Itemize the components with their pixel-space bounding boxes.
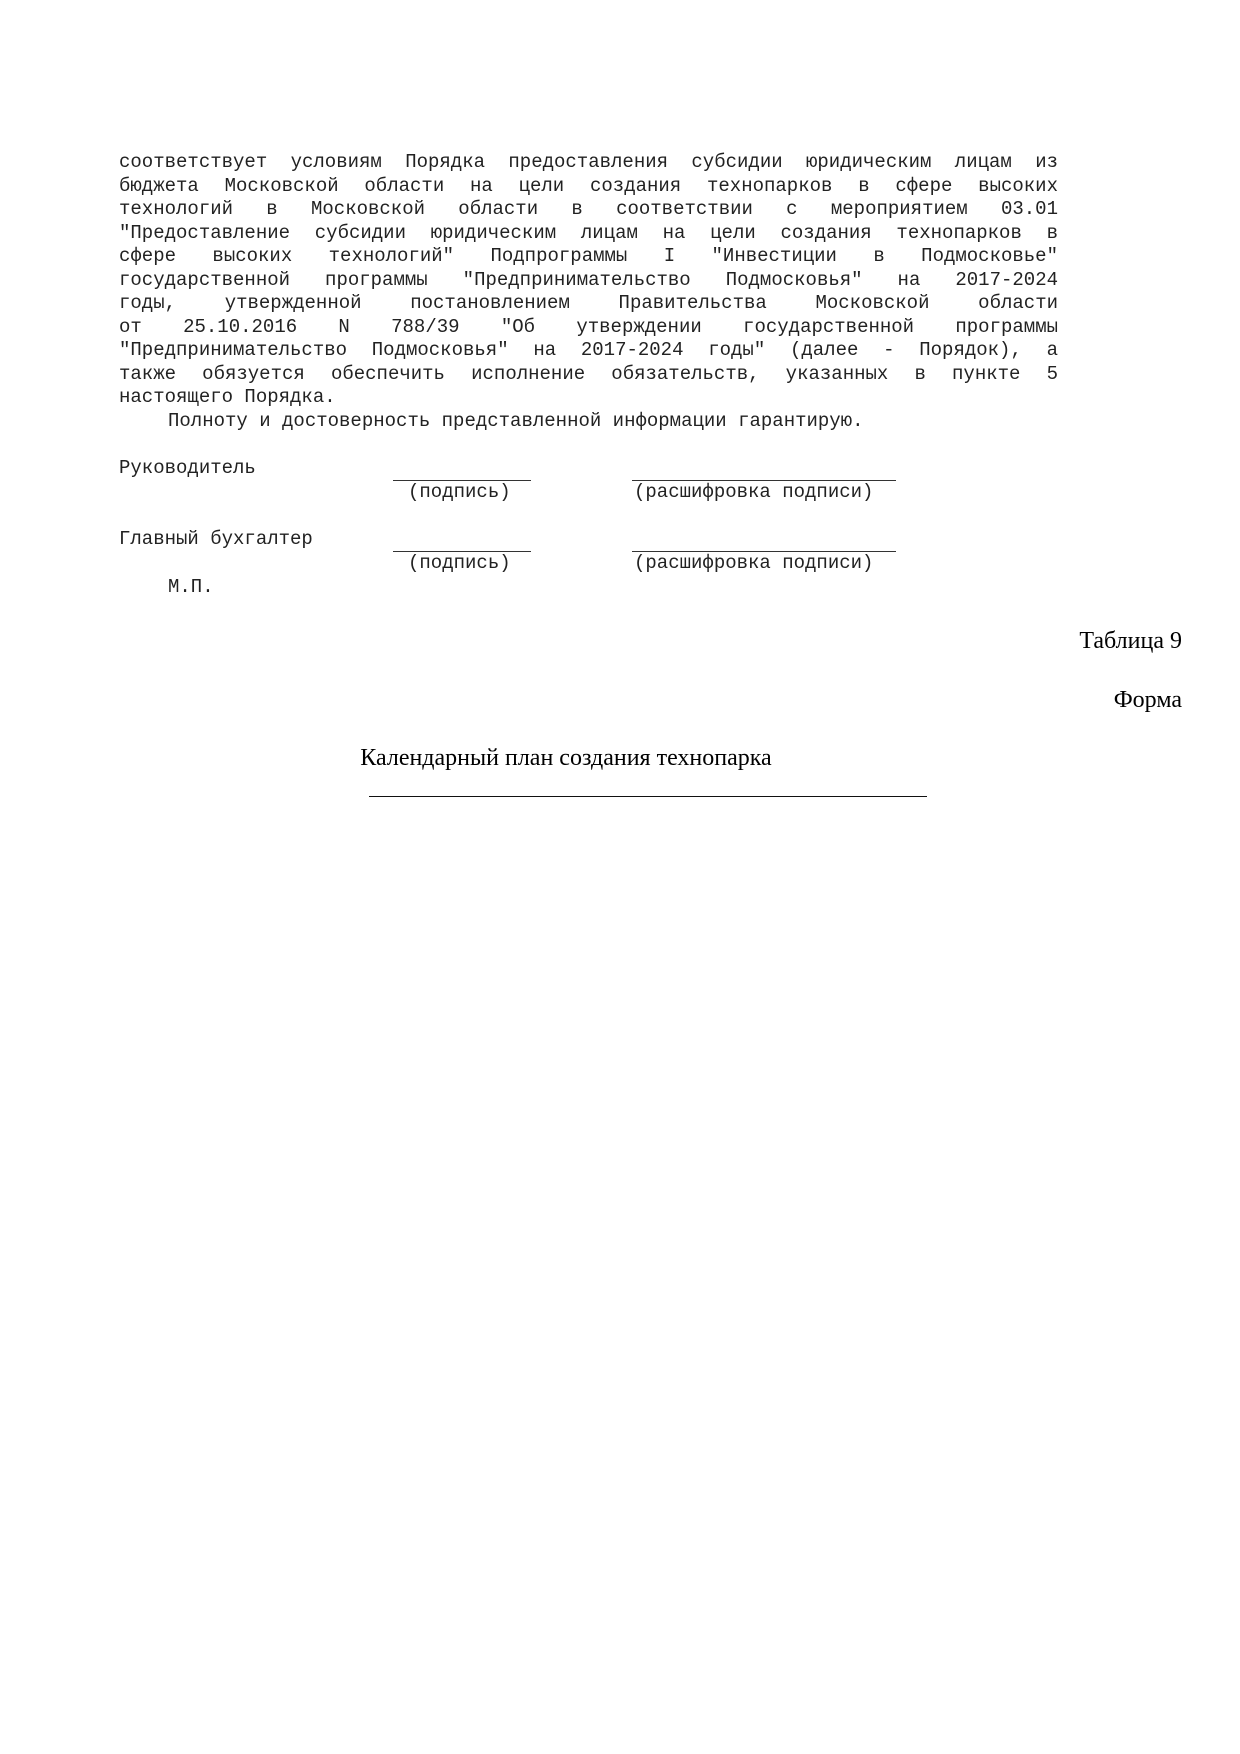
statement-line: государственной программы "Предпринимательство Подмосковья" на 2017-2024 xyxy=(119,268,1058,291)
statement-line: сфере высоких технологий" Подпрограммы I "Инвестиции в Подмосковье" xyxy=(119,245,1058,267)
statement-line: годы, утвержденной постановлением Правительства Московской области xyxy=(119,292,1058,314)
signature-role: Главный бухгалтер xyxy=(119,528,313,550)
statement-line: также обязуется обеспечить исполнение обязательств, указанных в пункте 5 xyxy=(119,362,1058,385)
statement-last-line: настоящего Порядка. xyxy=(119,386,336,408)
table-label: Таблица 9 xyxy=(1079,628,1182,654)
title-underline xyxy=(369,796,927,797)
decoding-caption: (расшифровка подписи) xyxy=(634,552,874,574)
statement-line: бюджета Московской области на цели создания технопарков в сфере высоких xyxy=(119,174,1058,197)
statement-line: технологий в Московской области в соответствии с мероприятием 03.01 xyxy=(119,198,1058,220)
statement-line: соответствует условиям Порядка предоставления субсидии юридическим лицам из xyxy=(119,151,1058,173)
signature-caption: (подпись) xyxy=(408,481,511,503)
form-label: Форма xyxy=(1113,687,1182,713)
statement-line: "Предпринимательство Подмосковья" на 2017-2024 годы" (далее - Порядок), а xyxy=(119,339,1058,361)
stamp-label: М.П. xyxy=(168,576,214,598)
signature-caption: (подпись) xyxy=(408,552,511,574)
decoding-caption: (расшифровка подписи) xyxy=(634,481,874,503)
statement-line: от 25.10.2016 N 788/39 "Об утверждении государственной программы xyxy=(119,315,1058,338)
signature-role: Руководитель xyxy=(119,457,256,479)
statement-line: "Предоставление субсидии юридическим лицам на цели создания технопарков в xyxy=(119,221,1058,244)
guarantee-text: Полноту и достоверность представленной информации гарантирую. xyxy=(168,409,864,432)
form-title: Календарный план создания технопарка xyxy=(360,745,772,771)
